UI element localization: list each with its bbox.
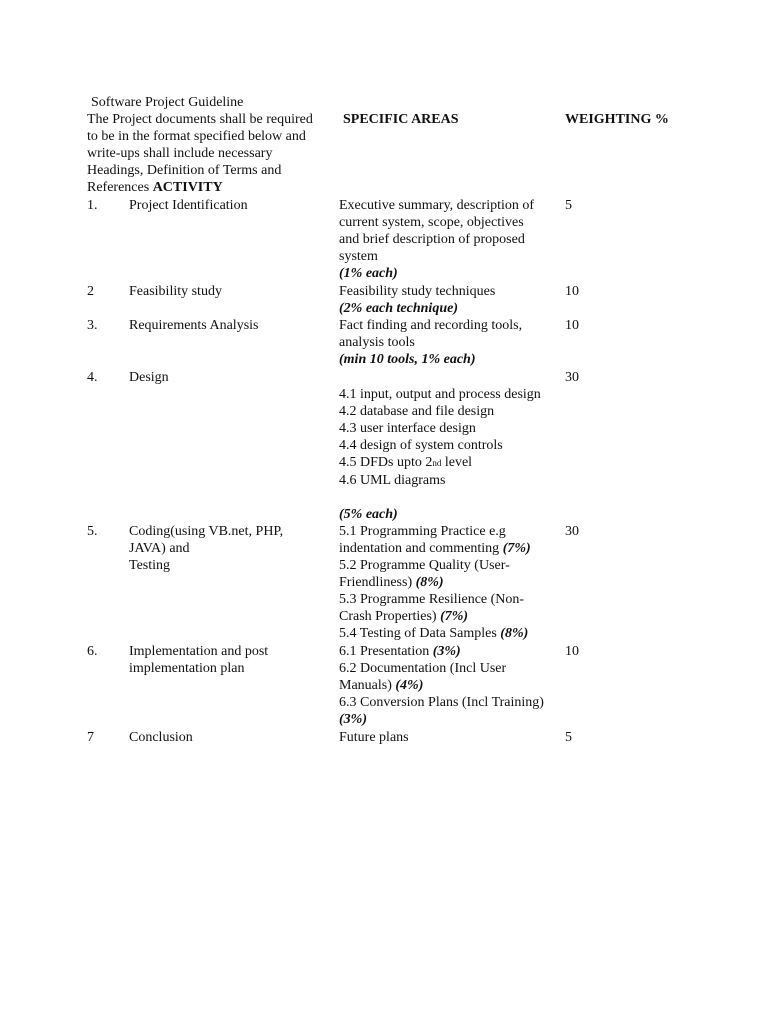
area-line: Fact finding and recording tools,: [339, 318, 523, 333]
row-number: 1.: [87, 198, 98, 213]
row-activity: [129, 643, 268, 677]
intro-line: write-ups shall include necessary: [87, 146, 273, 161]
row-activity: Feasibility study: [129, 284, 222, 299]
row-number: 5.: [87, 524, 98, 539]
intro-line: Headings, Definition of Terms and: [87, 163, 282, 178]
area-line: system: [339, 249, 378, 264]
activity-line: implementation plan: [129, 661, 245, 676]
document-title: Software Project Guideline: [91, 95, 244, 110]
row-number: 3.: [87, 318, 98, 333]
area-line: analysis tools: [339, 335, 415, 350]
row-activity: [129, 523, 283, 574]
area-line: 4.6 UML diagrams: [339, 473, 446, 488]
row-number: 6.: [87, 644, 98, 659]
row-areas: [339, 386, 541, 489]
row-number: 2: [87, 284, 94, 299]
area-line: 4.4 design of system controls: [339, 438, 503, 453]
row-weight: 5: [565, 198, 572, 213]
weight-note: (min 10 tools, 1% each): [339, 352, 476, 367]
area-line: 4.3 user interface design: [339, 421, 476, 436]
row-weight: 10: [565, 284, 579, 299]
row-number: 4.: [87, 370, 98, 385]
area-line: Manuals) (4%): [339, 678, 424, 693]
row-weight: 10: [565, 644, 579, 659]
intro-line: References: [87, 180, 150, 195]
row-weight: 5: [565, 730, 572, 745]
area-line: indentation and commenting (7%): [339, 541, 531, 556]
activity-line: Coding(using VB.net, PHP,: [129, 524, 284, 539]
area-line: Friendliness) (8%): [339, 575, 444, 590]
row-areas: Future plans: [339, 730, 409, 745]
area-line: and brief description of proposed: [339, 232, 525, 247]
activity-header: ACTIVITY: [152, 180, 223, 195]
superscript: nd: [432, 458, 442, 468]
area-line: 6.1 Presentation (3%): [339, 644, 461, 659]
area-line: 5.2 Programme Quality (User-: [339, 558, 510, 573]
row-activity: Conclusion: [129, 730, 193, 745]
area-line: 5.3 Programme Resilience (Non-: [339, 592, 525, 607]
specific-areas-header: SPECIFIC AREAS: [343, 112, 459, 127]
area-line: current system, scope, objectives: [339, 215, 524, 230]
row-areas: [339, 523, 531, 642]
row-weight: 30: [565, 524, 579, 539]
activity-line: JAVA) and: [129, 541, 190, 556]
row-activity: Requirements Analysis: [129, 318, 259, 333]
area-line: 5.4 Testing of Data Samples (8%): [339, 626, 529, 641]
area-line: Feasibility study techniques: [339, 284, 496, 299]
row-areas: [339, 197, 534, 282]
area-line: (3%): [339, 712, 367, 727]
row-number: 7: [87, 730, 94, 745]
weight-note: (1% each): [339, 266, 398, 281]
weight-note: (5% each): [339, 507, 398, 522]
row-activity: Design: [129, 370, 169, 385]
weighting-header: WEIGHTING %: [565, 112, 669, 127]
row-weight: 10: [565, 318, 579, 333]
row-areas: [339, 317, 522, 368]
area-line: 4.5 DFDs upto 2nd level: [339, 455, 473, 470]
area-line: 4.2 database and file design: [339, 404, 495, 419]
intro-line: The Project documents shall be required: [87, 112, 313, 127]
activity-line: Testing: [129, 558, 171, 573]
activity-line: Implementation and post: [129, 644, 269, 659]
area-line: Executive summary, description of: [339, 198, 535, 213]
area-line: Crash Properties) (7%): [339, 609, 469, 624]
area-line: 6.2 Documentation (Incl User: [339, 661, 507, 676]
area-line: 4.1 input, output and process design: [339, 387, 541, 402]
row-areas: [339, 643, 544, 728]
row-areas: [339, 283, 495, 317]
row-activity: Project Identification: [129, 198, 248, 213]
area-line: 5.1 Programming Practice e.g: [339, 524, 506, 539]
row-weight: 30: [565, 370, 579, 385]
weight-note: (2% each technique): [339, 301, 458, 316]
intro-line: to be in the format specified below and: [87, 129, 306, 144]
area-line: 6.3 Conversion Plans (Incl Training): [339, 695, 544, 710]
intro-paragraph: [87, 111, 313, 196]
